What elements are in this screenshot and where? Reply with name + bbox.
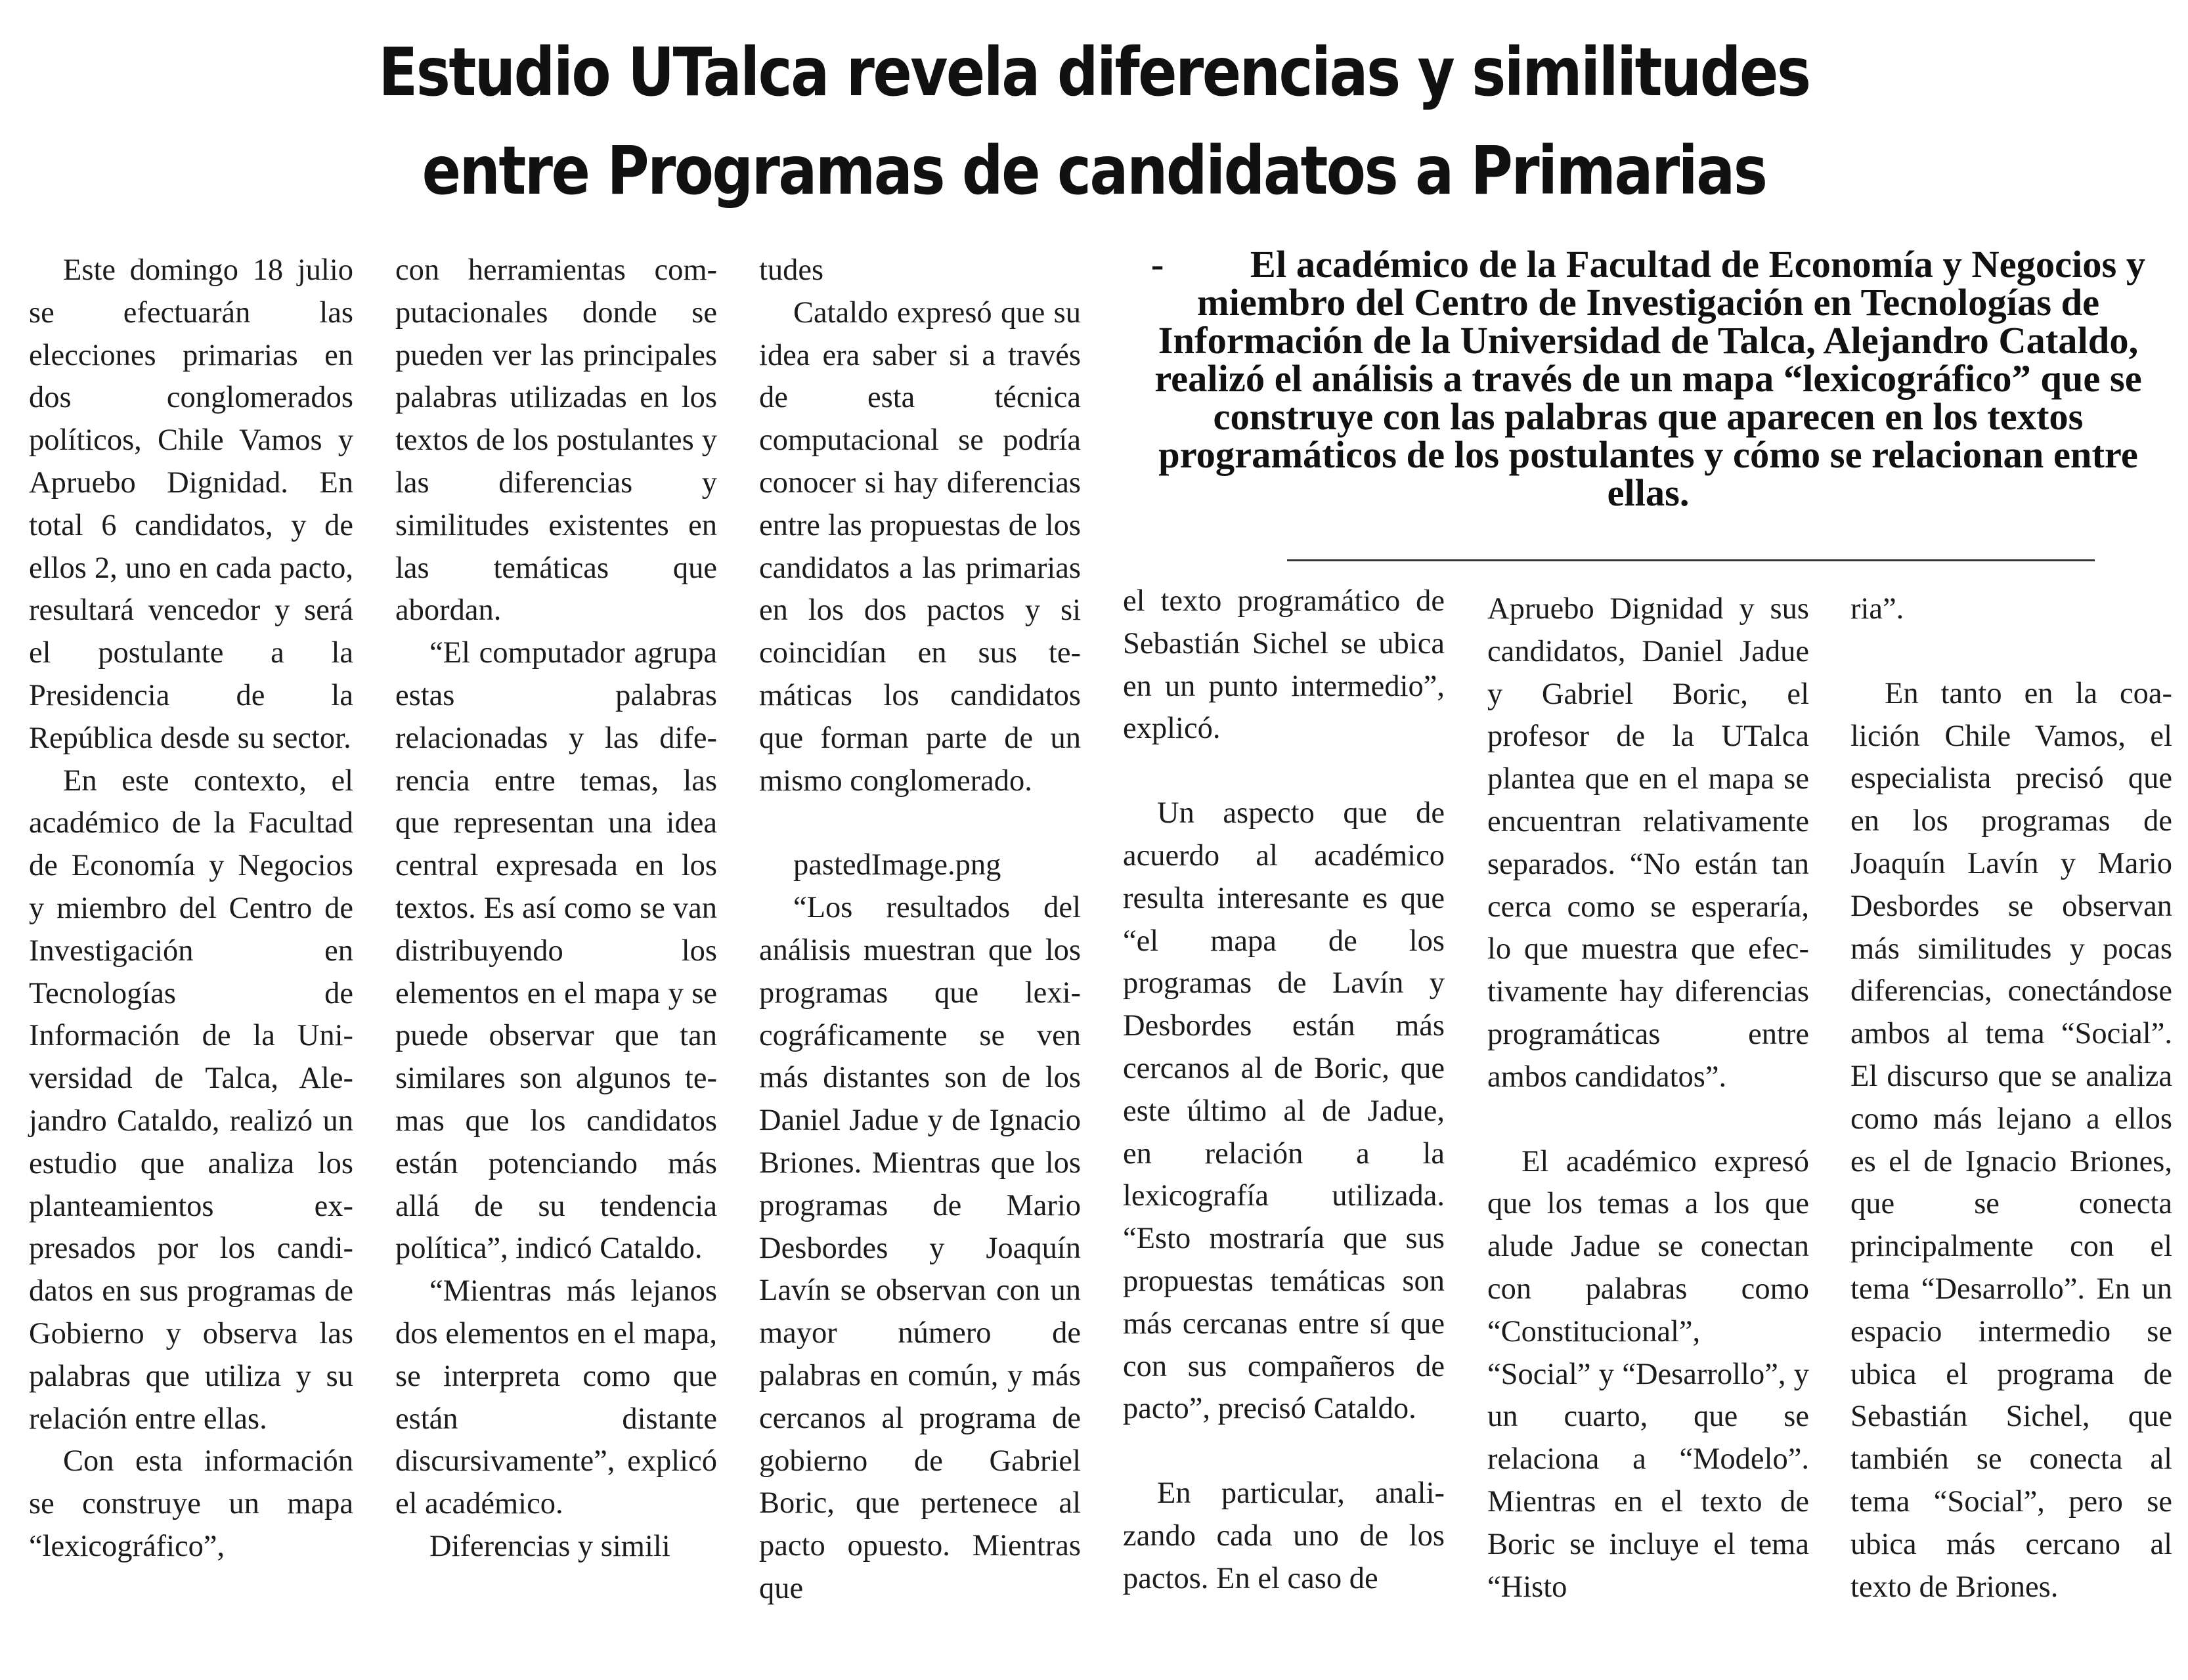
column-3 <box>759 249 1081 1610</box>
paragraph: “Los resultados del análisis muestran que los programas que lexicográficamente se ven más distantes son de los Daniel Jadue y de Ignacio Briones. Mientras que los programas de Mario Desbordes y Joaquín Lavín se observan con un mayor número de palabras en común, y más cercanos al programa de gobierno de Gabriel Boric, que pertenece al pacto opuesto. Mientras que <box>759 891 1081 1605</box>
paragraph: con herramientas computacionales donde se pueden ver las principales palabras utilizadas en los textos de los postulantes y las diferencias y similitudes existentes en las temáticas que abordan. <box>395 253 717 628</box>
image-placeholder-text: pastedImage.png <box>793 848 1001 882</box>
paragraph: Un aspecto que de acuerdo al académico resulta interesante es que “el mapa de los programas de Lavín y Desbordes están más cercanos al de Boric, que este último al de Jadue, en relación a la lexicografía utilizada. “Esto mostraría que sus propuestas temáticas son más cercanas entre sí que con sus compañeros de pacto”, precisó Cataldo. <box>1123 796 1445 1426</box>
column-5 <box>1487 588 1809 1608</box>
column-4 <box>1123 580 1445 1601</box>
paragraph: El académico expresó que los temas a los que alude Jadue se conectan con palabras como “Constitucional”, “Social” y “Desarrollo”, y un cuarto, que se relaciona a “Modelo”. Mientras en el texto de Boric se incluye el tema “Histo <box>1487 1144 1809 1604</box>
headline-line-2: entre Programas de candidatos a Primarias <box>422 132 1766 210</box>
column-2 <box>395 249 717 1568</box>
paragraph: Con esta información se construye un mapa “lexicográfico”, <box>29 1444 353 1563</box>
paragraph: “El computador agrupa estas palabras relacionadas y las diferencia entre temas, las que representan una idea central expresada en los textos. Es así como se van distribuyendo los elementos en el mapa y se puede observar que tan similares son algunos temas que los candidatos están potenciando más allá de su tendencia política”, indicó Cataldo. <box>395 636 717 1266</box>
paragraph: ria”. <box>1850 592 1904 626</box>
divider <box>1287 559 2095 561</box>
paragraph: el texto programático de Sebastián Sichel se ubica en un punto intermedio”, explicó. <box>1123 584 1445 746</box>
column-1 <box>29 249 353 1568</box>
column-6 <box>1850 588 2172 1608</box>
lead-summary: - El académico de la Facultad de Economía y Negocios y miembro del Centro de Investigación en Tecnologías de Información de la Universidad de Talca, Alejandro Cataldo, realizó el análisis a través de un mapa “lexicográfico” que se construye con las palabras que aparecen en los textos programáticos de los postulantes y cómo se relacionan entre ellas. <box>1150 243 2146 514</box>
paragraph: En tanto en la coalición Chile Vamos, el especialista precisó que en los programas de Joaquín Lavín y Mario Desbordes se observan más similitudes y pocas diferencias, conectándose ambos al tema “Social”. El discurso que se analiza como más lejano a ellos es el de Ignacio Briones, que se conecta principalmente con el tema “Desarrollo”. En un espacio intermedio se ubica el programa de Sebastián Sichel, que también se conecta al tema “Social”, pero se ubica más cercano al texto de Briones. <box>1850 676 2172 1604</box>
paragraph: Este domingo 18 julio se efectuarán las elecciones primarias en dos conglomerados políticos, Chile Vamos y Apruebo Dignidad. En total 6 candidatos, y de ellos 2, uno en cada pacto, resultará vencedor y será el postulante a la Presidencia de la República desde su sector. <box>29 253 353 755</box>
paragraph: tudes <box>759 253 824 287</box>
headline-line-1: Estudio UTalca revela diferencias y similitudes <box>378 33 1810 112</box>
paragraph: En particular, analizando cada uno de los pactos. En el caso de <box>1123 1476 1445 1595</box>
paragraph: En este contexto, el académico de la Facultad de Economía y Negocios y miembro del Centro de Investigación en Tecnologías de Información de la Universidad de Talca, Alejandro Cataldo, realizó un estudio que analiza los planteamientos expresados por los candidatos en sus programas de Gobierno y observa las palabras que utiliza y su relación entre ellas. <box>29 764 353 1436</box>
paragraph: Apruebo Dignidad y sus candidatos, Daniel Jadue y Gabriel Boric, el profesor de la UTalca plantea que en el mapa se encuentran relativamente separados. “No están tan cerca como se esperaría, lo que muestra que efectivamente hay diferencias programáticas entre ambos candidatos”. <box>1487 592 1809 1094</box>
subheading: Diferencias y simili <box>429 1529 670 1563</box>
paragraph: “Mientras más lejanos dos elementos en el mapa, se interpreta como que están distante discursivamente”, explicó el académico. <box>395 1274 717 1521</box>
paragraph: Cataldo expresó que su idea era saber si a través de esta técnica computacional se podría conocer si hay diferencias entre las propuestas de los candidatos a las primarias en los dos pactos y si coincidían en sus temáticas los candidatos que forman parte de un mismo conglomerado. <box>759 295 1081 798</box>
